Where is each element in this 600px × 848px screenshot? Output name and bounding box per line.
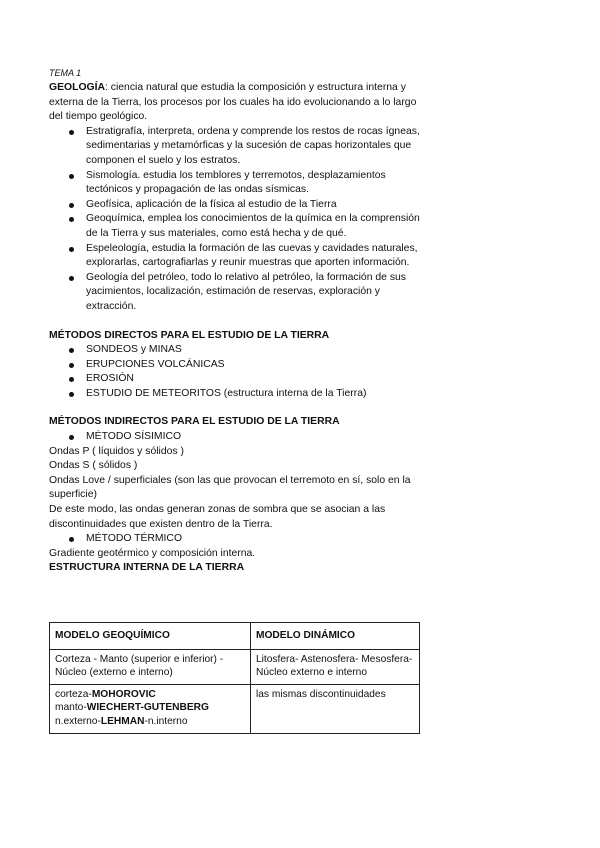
intro-paragraph <box>49 81 429 125</box>
table-row <box>50 649 420 684</box>
table-row <box>50 684 420 733</box>
list-item: Geofísica, aplicación de la física al estudio de la Tierra <box>49 198 429 213</box>
list-item: ESTUDIO DE METEORITOS (estructura interna de la Tierra) <box>49 387 429 402</box>
list-item: Espeleología, estudia la formación de las cuevas y cavidades naturales, explorarlas, cartografiarlas y reunir muestras que aporten información. <box>49 242 429 271</box>
text-line: Gradiente geotérmico y composición interna. <box>49 547 256 559</box>
discontinuity-line <box>55 688 245 702</box>
list-item: SONDEOS y MINAS <box>49 343 429 358</box>
seismic-method-list <box>49 430 429 445</box>
list-item: ERUPCIONES VOLCÁNICAS <box>49 358 429 373</box>
indirect-methods-heading: MÉTODOS INDIRECTOS PARA EL ESTUDIO DE LA TIERRA <box>49 416 340 428</box>
document-body <box>49 67 429 576</box>
intro-text: : ciencia natural que estudia la composición y estructura interna y externa de la Tierra, los procesos por los cuales ha ido evolucionando a lo largo del tiempo geológico. <box>49 82 417 123</box>
branches-list <box>49 125 429 315</box>
models-table <box>49 622 420 734</box>
table-header-row <box>50 623 420 650</box>
disc-name: MOHOROVIC <box>91 688 156 700</box>
list-item: Estratigrafía, interpreta, ordena y comprende los restos de rocas ígneas, sedimentarias y metamórficas y la sucesión de capas horizontales que componen el suelo y los estratos. <box>49 125 429 169</box>
direct-methods-heading: MÉTODOS DIRECTOS PARA EL ESTUDIO DE LA TIERRA <box>49 329 330 341</box>
discontinuity-line <box>55 715 245 729</box>
intro-term: GEOLOGÍA <box>49 82 105 93</box>
table-cell: Litosfera- Astenosfera- Mesosfera-Núcleo externo e interno <box>251 649 420 684</box>
text-line: De este modo, las ondas generan zonas de sombra que se asocian a las discontinuidades que existen dentro de la Tierra. <box>49 504 386 530</box>
list-item: Geología del petróleo, todo lo relativo al petróleo, la formación de sus yacimientos, localización, estimación de reservas, exploración y extracción. <box>49 271 429 315</box>
text-line: Ondas P ( líquidos y sólidos ) <box>49 445 184 457</box>
disc-name: LEHMAN <box>100 715 145 727</box>
table-cell: las mismas discontinuidades <box>251 684 420 733</box>
list-item: Sismología. estudia los temblores y terremotos, desplazamientos tectónicos y propagación de las ondas sísmicas. <box>49 169 429 198</box>
thermal-method-list <box>49 532 429 547</box>
list-item: MÉTODO TÉRMICO <box>49 532 429 547</box>
disc-pre: n.externo- <box>55 715 101 727</box>
table-cell <box>50 684 251 733</box>
discontinuity-line <box>55 701 245 715</box>
table-cell: Corteza - Manto (superior e inferior) - Núcleo (externo e interno) <box>50 649 251 684</box>
disc-post: -n.interno <box>144 715 188 727</box>
tema-label: TEMA 1 <box>49 68 82 78</box>
list-item: EROSIÓN <box>49 372 429 387</box>
text-line: Ondas S ( sólidos ) <box>49 460 138 472</box>
text-line: Ondas Love / superficiales (son las que provocan el terremoto en sí, solo en la superficie) <box>49 474 411 501</box>
list-item: MÉTODO SÍSIMICO <box>49 430 429 445</box>
header-cell-geochemical: MODELO GEOQUÍMICO <box>50 623 251 650</box>
list-item: Geoquímica, emplea los conocimientos de la química en la comprensión de la Tierra y sus materiales, como está hecha y de qué. <box>49 212 429 241</box>
direct-methods-list <box>49 343 429 401</box>
disc-name: WIECHERT-GUTENBERG <box>86 702 209 714</box>
structure-heading: ESTRUCTURA INTERNA DE LA TIERRA <box>49 562 245 574</box>
disc-pre: corteza- <box>55 688 92 700</box>
header-cell-dynamic: MODELO DINÁMICO <box>251 623 420 650</box>
disc-pre: manto- <box>55 702 87 714</box>
